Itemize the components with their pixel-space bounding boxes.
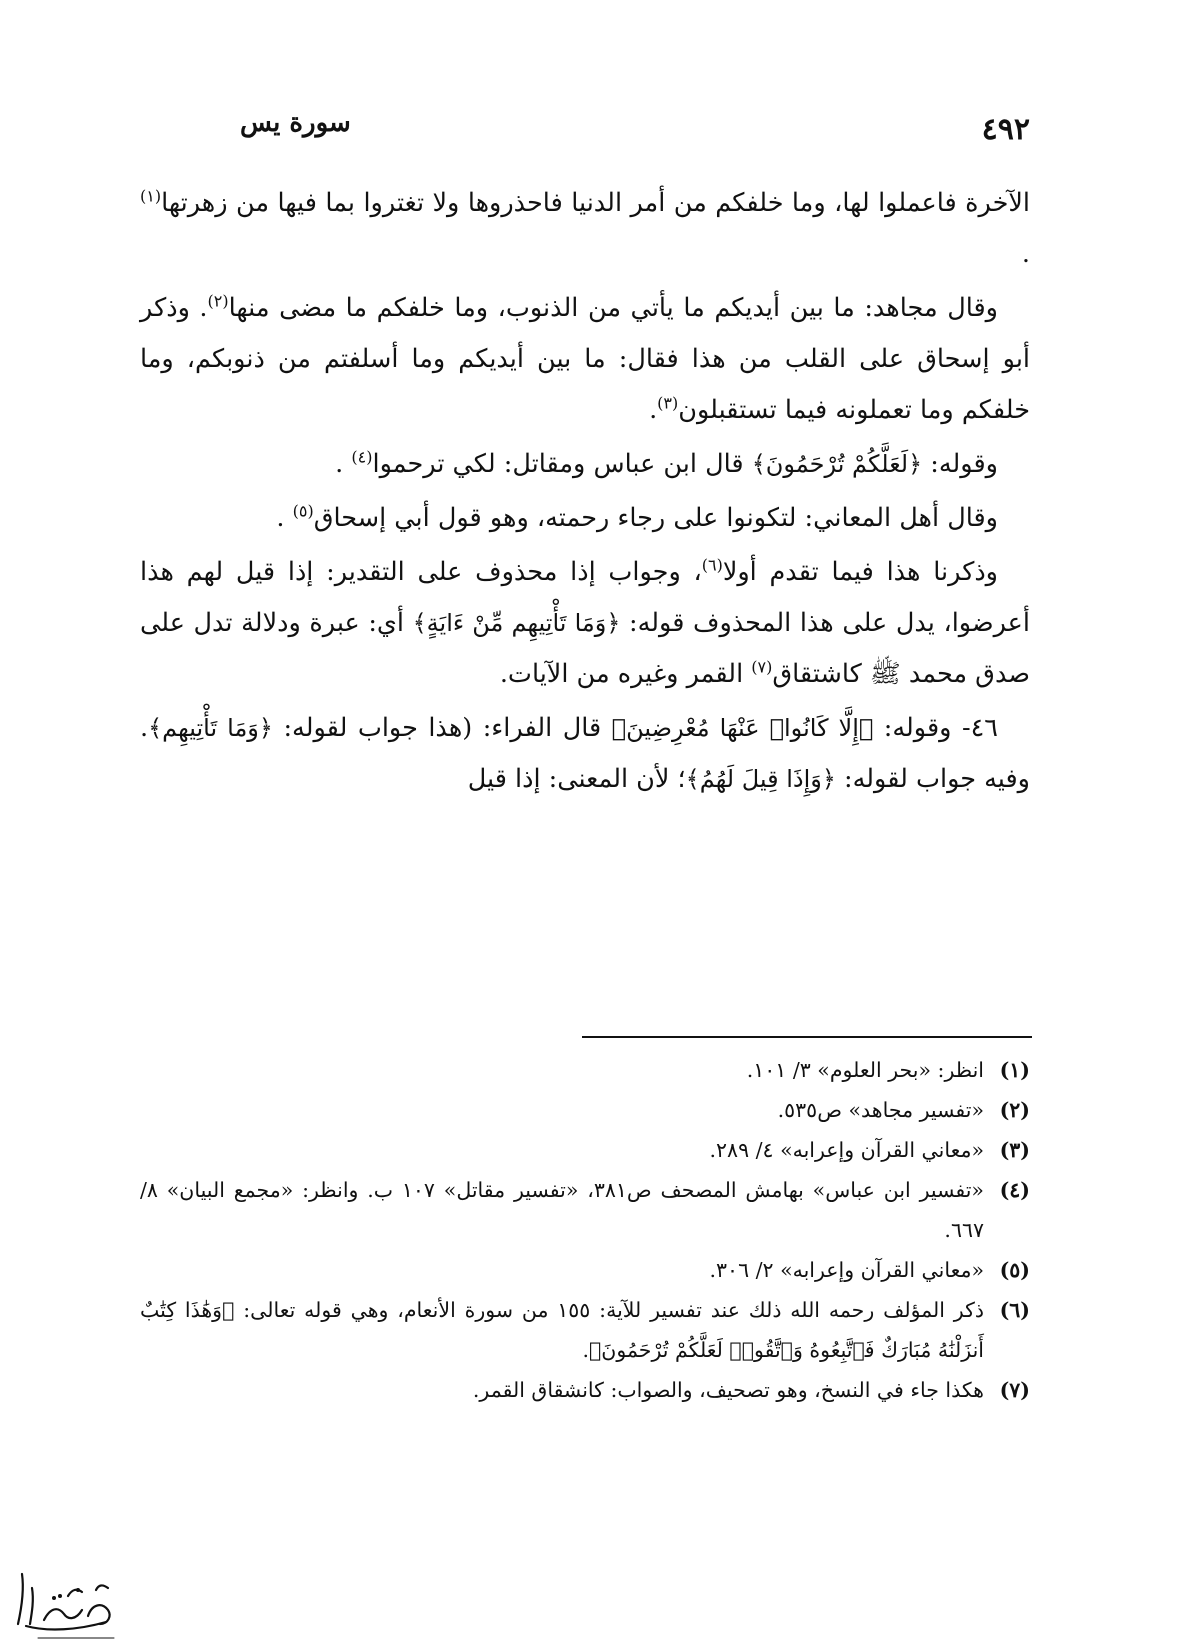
paragraph-text: القمر وغيره من الآيات. xyxy=(499,659,752,689)
footnote-number: (٢) xyxy=(999,1098,1030,1122)
footnote-ref-2[interactable]: (٢) xyxy=(207,291,229,311)
footnote-item xyxy=(140,1370,1030,1410)
footnote-item xyxy=(140,1090,1030,1130)
main-text xyxy=(140,178,1030,808)
paragraph-text: الآخرة فاعملوا لها، وما خلفكم من أمر الدنيا فاحذروها ولا تغتروا بما فيها من زهرتها xyxy=(161,188,1030,218)
paragraph-5 xyxy=(140,547,1030,700)
footnote-ref-4[interactable]: (٤) xyxy=(351,447,373,467)
paragraph-text: وقوله: xyxy=(922,449,998,479)
footnote-ref-7[interactable]: (٧) xyxy=(751,657,773,677)
paragraph-1 xyxy=(140,178,1030,280)
footnote-text: «تفسير مجاهد» ص٥٣٥. xyxy=(777,1098,984,1122)
quran-verse: ﴿وَمَا تَأْتِيهِم مِّنْ ءَايَةٍ﴾ xyxy=(412,609,621,637)
paragraph-text: ، وجواب إذا محذوف على التقدير: إذا قيل لهم هذا أعرضوا، يدل على هذا المحذوف قوله: xyxy=(140,557,1030,638)
footnote-divider xyxy=(582,1036,1032,1038)
footnote-item xyxy=(140,1050,1030,1090)
footnote-ref-6[interactable]: (٦) xyxy=(701,555,723,575)
page-header xyxy=(140,108,1030,158)
footnote-number: (٤) xyxy=(999,1178,1030,1202)
paragraph-end: . xyxy=(276,503,293,533)
paragraph-text: ٤٦- وقوله: xyxy=(873,713,998,743)
paragraph-4 xyxy=(140,493,1030,544)
paragraph-text: قال ابن عباس ومقاتل: لكي ترحموا xyxy=(372,449,752,479)
footnotes xyxy=(140,1050,1030,1410)
footnote-text: هكذا جاء في النسخ، وهو تصحيف، والصواب: كانشقاق القمر. xyxy=(472,1378,984,1402)
footnote-text: «معاني القرآن وإعرابه» ٢/ ٣٠٦. xyxy=(709,1258,984,1282)
footnote-ref-1[interactable]: (١) xyxy=(140,186,162,206)
paragraph-text: ؛ لأن المعنى: إذا قيل xyxy=(467,764,686,794)
paragraph-text: أي: عبرة ودلالة تدل على صدق محمد ﷺ كاشتقاق xyxy=(140,608,1030,689)
footnote-number: (٧) xyxy=(999,1378,1030,1402)
footnote-text: «تفسير ابن عباس» بهامش المصحف ص٣٨١، «تفسير مقاتل» ١٠٧ ب. وانظر: «مجمع البيان» ٨/ ٦٦٧. xyxy=(140,1178,984,1242)
quran-verse: ﴿إِلَّا كَانُوا۟ عَنْهَا مُعْرِضِينَ﴾ xyxy=(611,714,874,742)
paragraph-text: وذكرنا هذا فيما تقدم أولا xyxy=(722,557,998,587)
paragraph-text: . وذكر أبو إسحاق على القلب من هذا فقال: ما بين أيديكم وما أسلفتم من ذنوبكم، وما خلفكم وما تعملونه فيما تستقبلون xyxy=(140,293,1031,425)
footnote-number: (٦) xyxy=(999,1298,1030,1322)
footnote-number: (٣) xyxy=(999,1138,1030,1162)
footnote-item xyxy=(140,1290,1030,1370)
paragraph-end: . xyxy=(335,449,352,479)
publisher-logo xyxy=(8,1566,128,1646)
calligraphy-logo-icon xyxy=(8,1566,128,1646)
footnote-ref-3[interactable]: (٣) xyxy=(657,393,679,413)
footnote-text: انظر: «بحر العلوم» ٣/ ١٠١. xyxy=(746,1058,984,1082)
quran-verse: ﴿وَمَا تَأْتِيهِم﴾ xyxy=(148,714,273,742)
footnote-number: (٥) xyxy=(999,1258,1030,1282)
paragraph-text: وقال مجاهد: ما بين أيديكم ما يأتي من الذنوب، وما خلفكم ما مضى منها xyxy=(228,293,998,323)
footnote-ref-5[interactable]: (٥) xyxy=(292,501,314,521)
quran-verse: ﴿وَإِذَا قِيلَ لَهُمُ﴾ xyxy=(685,765,836,793)
paragraph-3 xyxy=(140,439,1030,490)
footnote-item xyxy=(140,1250,1030,1290)
quran-verse: ﴿لَعَلَّكُمْ تُرْحَمُونَ﴾ xyxy=(751,450,923,478)
paragraph-text: وقال أهل المعاني: لتكونوا على رجاء رحمته، وهو قول أبي إسحاق xyxy=(313,503,998,533)
paragraph-6 xyxy=(140,703,1030,805)
paragraph-end: . xyxy=(649,395,658,425)
page-number: ٤٩٢ xyxy=(981,112,1030,147)
footnote-item xyxy=(140,1130,1030,1170)
footnote-text: ذكر المؤلف رحمه الله ذلك عند تفسير للآية: ١٥٥ من سورة الأنعام، وهي قوله تعالى: ﴿وَهَٰذَا كِتَٰبٌ أَنزَلْنَٰهُ مُبَارَكٌ فَٱتَّبِعُوهُ وَٱتَّقُوا۟ لَعَلَّكُمْ تُرْحَمُونَ﴾. xyxy=(140,1298,984,1362)
footnote-text: «معاني القرآن وإعرابه» ٤/ ٢٨٩. xyxy=(709,1138,984,1162)
footnote-number: (١) xyxy=(999,1058,1030,1082)
surah-title: سورة يس xyxy=(240,108,351,138)
paragraph-text: قال الفراء: (هذا جواب لقوله: xyxy=(272,713,612,743)
paragraph-2 xyxy=(140,283,1030,436)
paragraph-end: . xyxy=(1021,239,1030,269)
paragraph-text: . وفيه جواب لقوله: xyxy=(140,713,1030,794)
footnote-item xyxy=(140,1170,1030,1250)
